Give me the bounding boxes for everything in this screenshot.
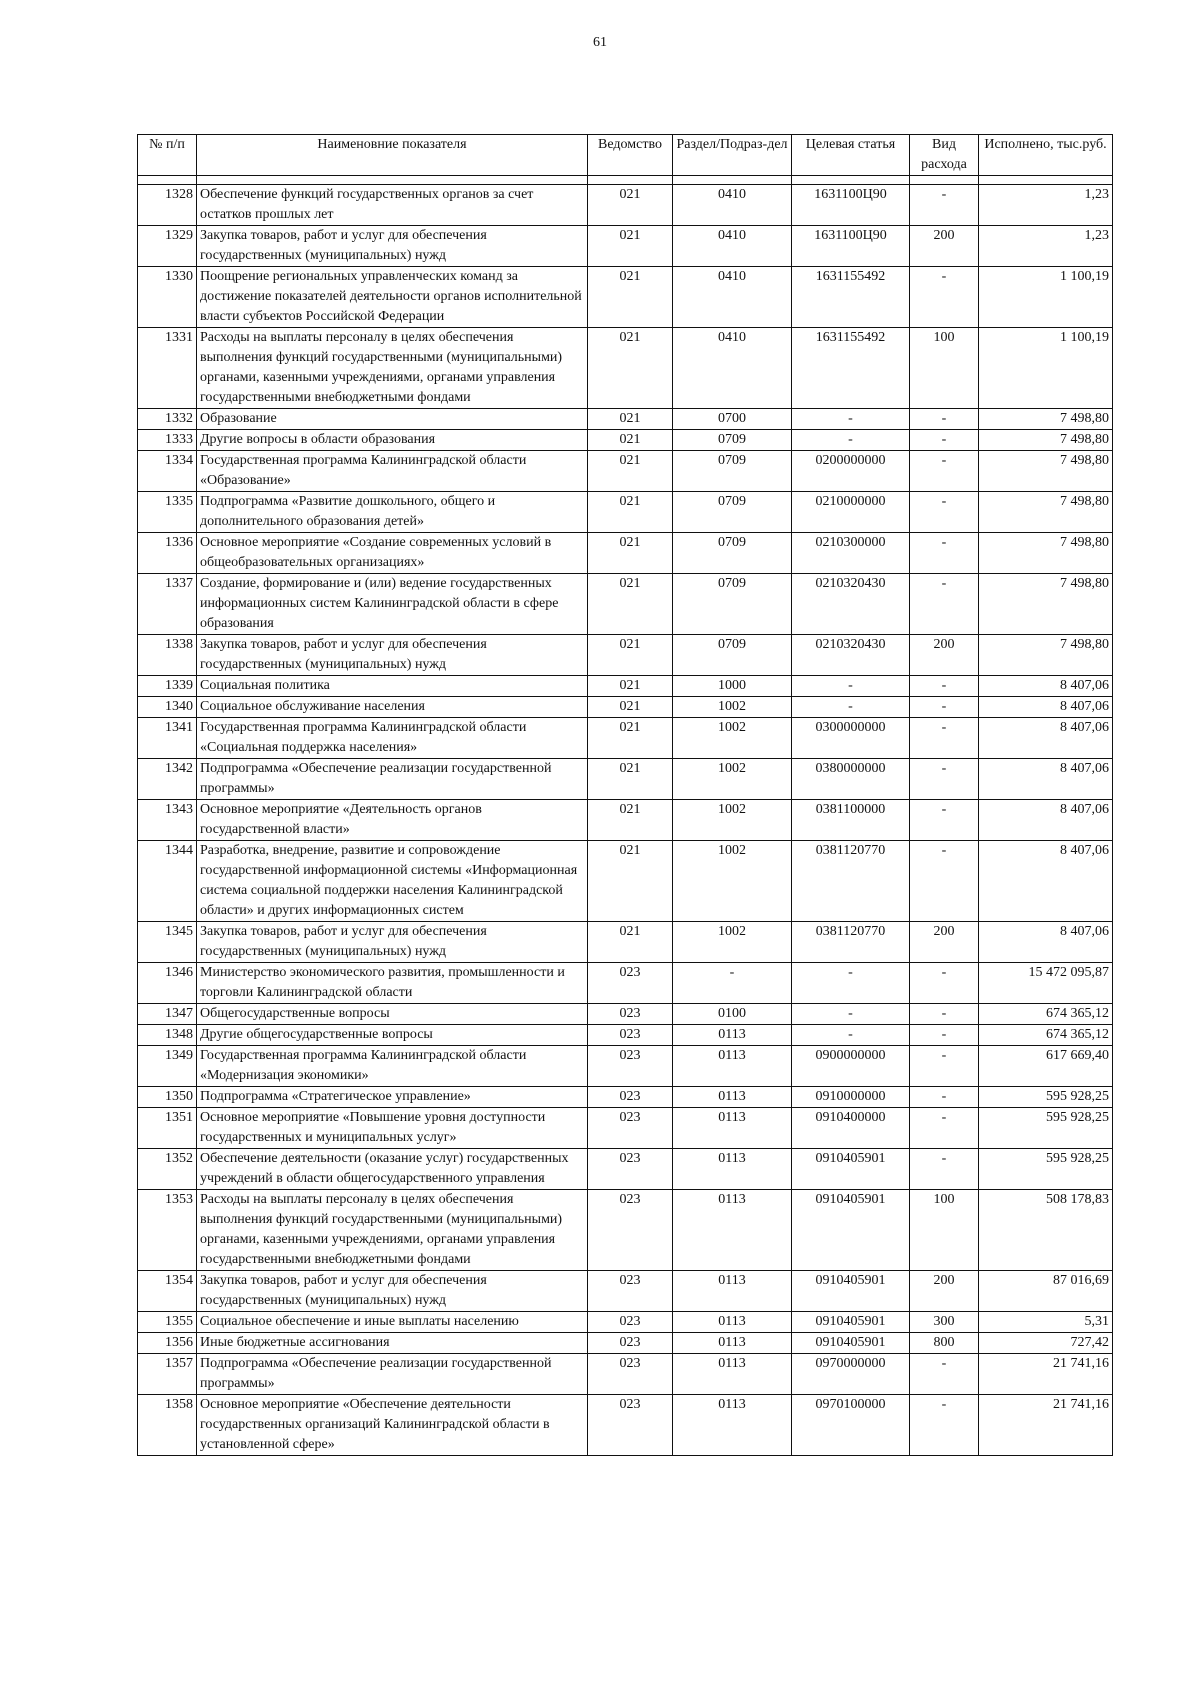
cell-target: 0210320430 <box>792 635 910 676</box>
cell-amount: 595 928,25 <box>979 1108 1113 1149</box>
cell-target: - <box>792 697 910 718</box>
cell-target: - <box>792 676 910 697</box>
cell-kind: - <box>910 800 979 841</box>
cell-number: 1336 <box>138 533 197 574</box>
cell-target: - <box>792 1025 910 1046</box>
cell-department: 023 <box>588 1312 673 1333</box>
cell-amount: 8 407,06 <box>979 759 1113 800</box>
table-row <box>138 1004 1113 1025</box>
cell-section: 0709 <box>673 574 792 635</box>
header-department: Ведомство <box>588 135 673 176</box>
cell-kind: 200 <box>910 1271 979 1312</box>
cell-number: 1352 <box>138 1149 197 1190</box>
table-row <box>138 963 1113 1004</box>
cell-department: 021 <box>588 430 673 451</box>
cell-target: - <box>792 963 910 1004</box>
cell-department: 023 <box>588 963 673 1004</box>
header-target: Целевая статья <box>792 135 910 176</box>
cell-kind: - <box>910 492 979 533</box>
cell-number: 1349 <box>138 1046 197 1087</box>
cell-section: 1002 <box>673 759 792 800</box>
cell-number: 1335 <box>138 492 197 533</box>
cell-number: 1343 <box>138 800 197 841</box>
cell-target: 0381120770 <box>792 841 910 922</box>
cell-amount: 8 407,06 <box>979 922 1113 963</box>
cell-department: 021 <box>588 922 673 963</box>
cell-department: 021 <box>588 409 673 430</box>
cell-name: Государственная программа Калининградской области «Модернизация экономики» <box>197 1046 588 1087</box>
cell-amount: 508 178,83 <box>979 1190 1113 1271</box>
cell-number: 1347 <box>138 1004 197 1025</box>
cell-section: 0113 <box>673 1108 792 1149</box>
table-row <box>138 1149 1113 1190</box>
cell-name: Общегосударственные вопросы <box>197 1004 588 1025</box>
cell-department: 021 <box>588 800 673 841</box>
cell-amount: 7 498,80 <box>979 492 1113 533</box>
cell-number: 1350 <box>138 1087 197 1108</box>
table-spacer-row <box>138 176 1113 185</box>
cell-target: 0970100000 <box>792 1395 910 1456</box>
cell-section: 0410 <box>673 185 792 226</box>
cell-amount: 87 016,69 <box>979 1271 1113 1312</box>
cell-number: 1330 <box>138 267 197 328</box>
cell-name: Основное мероприятие «Обеспечение деятельности государственных организаций Калининградской области в установленной сфере» <box>197 1395 588 1456</box>
cell-number: 1331 <box>138 328 197 409</box>
table-row <box>138 328 1113 409</box>
cell-department: 023 <box>588 1190 673 1271</box>
cell-amount: 1,23 <box>979 226 1113 267</box>
cell-section: 1002 <box>673 922 792 963</box>
cell-name: Другие вопросы в области образования <box>197 430 588 451</box>
cell-section: 0113 <box>673 1395 792 1456</box>
cell-target: 1631100Ц90 <box>792 185 910 226</box>
table-row <box>138 492 1113 533</box>
cell-number: 1332 <box>138 409 197 430</box>
cell-department: 021 <box>588 533 673 574</box>
table-row <box>138 1087 1113 1108</box>
cell-kind: - <box>910 1087 979 1108</box>
cell-amount: 617 669,40 <box>979 1046 1113 1087</box>
cell-target: 0910000000 <box>792 1087 910 1108</box>
cell-target: 0200000000 <box>792 451 910 492</box>
cell-section: 0100 <box>673 1004 792 1025</box>
cell-kind: - <box>910 963 979 1004</box>
cell-name: Закупка товаров, работ и услуг для обеспечения государственных (муниципальных) нужд <box>197 1271 588 1312</box>
cell-name: Другие общегосударственные вопросы <box>197 1025 588 1046</box>
cell-name: Социальное обеспечение и иные выплаты населению <box>197 1312 588 1333</box>
cell-amount: 8 407,06 <box>979 841 1113 922</box>
table-row <box>138 676 1113 697</box>
cell-target: 1631155492 <box>792 267 910 328</box>
cell-amount: 595 928,25 <box>979 1149 1113 1190</box>
cell-name: Закупка товаров, работ и услуг для обеспечения государственных (муниципальных) нужд <box>197 635 588 676</box>
cell-kind: 100 <box>910 1190 979 1271</box>
cell-name: Основное мероприятие «Повышение уровня доступности государственных и муниципальных услуг» <box>197 1108 588 1149</box>
cell-number: 1355 <box>138 1312 197 1333</box>
cell-amount: 7 498,80 <box>979 409 1113 430</box>
cell-section: 0410 <box>673 267 792 328</box>
cell-number: 1346 <box>138 963 197 1004</box>
cell-name: Расходы на выплаты персоналу в целях обеспечения выполнения функций государственными (муниципальными) органами, казенными учреждениями, органами управления государственными внебюджетными фондами <box>197 1190 588 1271</box>
cell-amount: 7 498,80 <box>979 430 1113 451</box>
table-row <box>138 226 1113 267</box>
header-amount: Исполнено, тыс.руб. <box>979 135 1113 176</box>
table-row <box>138 800 1113 841</box>
cell-section: 0113 <box>673 1190 792 1271</box>
cell-kind: 200 <box>910 922 979 963</box>
cell-name: Обеспечение деятельности (оказание услуг) государственных учреждений в области общегосударственного управления <box>197 1149 588 1190</box>
cell-kind: - <box>910 185 979 226</box>
cell-department: 023 <box>588 1271 673 1312</box>
cell-name: Государственная программа Калининградской области «Образование» <box>197 451 588 492</box>
cell-name: Подпрограмма «Стратегическое управление» <box>197 1087 588 1108</box>
cell-section: 0113 <box>673 1046 792 1087</box>
page-number: 61 <box>593 35 607 50</box>
cell-number: 1344 <box>138 841 197 922</box>
cell-section: 0410 <box>673 328 792 409</box>
cell-amount: 21 741,16 <box>979 1354 1113 1395</box>
cell-name: Социальное обслуживание населения <box>197 697 588 718</box>
cell-section: 1002 <box>673 800 792 841</box>
cell-amount: 1 100,19 <box>979 267 1113 328</box>
table-row <box>138 718 1113 759</box>
table-row <box>138 1271 1113 1312</box>
cell-name: Иные бюджетные ассигнования <box>197 1333 588 1354</box>
cell-kind: - <box>910 409 979 430</box>
cell-name: Основное мероприятие «Создание современных условий в общеобразовательных организациях» <box>197 533 588 574</box>
table-row <box>138 451 1113 492</box>
cell-department: 023 <box>588 1333 673 1354</box>
cell-amount: 674 365,12 <box>979 1025 1113 1046</box>
cell-number: 1340 <box>138 697 197 718</box>
cell-section: 0113 <box>673 1271 792 1312</box>
cell-name: Обеспечение функций государственных органов за счет остатков прошлых лет <box>197 185 588 226</box>
cell-target: 0910405901 <box>792 1149 910 1190</box>
cell-name: Разработка, внедрение, развитие и сопровождение государственной информационной системы «Информационная система социальной поддержки населения Калининградской области» и других информационных систем <box>197 841 588 922</box>
cell-target: - <box>792 1004 910 1025</box>
cell-kind: - <box>910 676 979 697</box>
table-row <box>138 1046 1113 1087</box>
cell-department: 021 <box>588 676 673 697</box>
cell-department: 021 <box>588 635 673 676</box>
cell-kind: - <box>910 841 979 922</box>
cell-target: 0900000000 <box>792 1046 910 1087</box>
cell-section: 1000 <box>673 676 792 697</box>
cell-number: 1356 <box>138 1333 197 1354</box>
cell-target: 0210320430 <box>792 574 910 635</box>
cell-kind: - <box>910 718 979 759</box>
cell-number: 1345 <box>138 922 197 963</box>
cell-amount: 7 498,80 <box>979 574 1113 635</box>
cell-amount: 21 741,16 <box>979 1395 1113 1456</box>
cell-section: 0709 <box>673 533 792 574</box>
cell-amount: 674 365,12 <box>979 1004 1113 1025</box>
cell-department: 023 <box>588 1087 673 1108</box>
cell-department: 021 <box>588 328 673 409</box>
cell-amount: 5,31 <box>979 1312 1113 1333</box>
table-row <box>138 533 1113 574</box>
table-header-row <box>138 135 1113 176</box>
cell-kind: - <box>910 451 979 492</box>
cell-target: 0910405901 <box>792 1333 910 1354</box>
cell-department: 023 <box>588 1149 673 1190</box>
table-row <box>138 697 1113 718</box>
cell-department: 021 <box>588 759 673 800</box>
cell-number: 1337 <box>138 574 197 635</box>
cell-department: 021 <box>588 267 673 328</box>
table-row <box>138 574 1113 635</box>
cell-target: 0970000000 <box>792 1354 910 1395</box>
cell-department: 023 <box>588 1395 673 1456</box>
cell-department: 023 <box>588 1025 673 1046</box>
cell-amount: 595 928,25 <box>979 1087 1113 1108</box>
cell-amount: 8 407,06 <box>979 676 1113 697</box>
cell-amount: 1 100,19 <box>979 328 1113 409</box>
cell-amount: 7 498,80 <box>979 451 1113 492</box>
cell-name: Подпрограмма «Обеспечение реализации государственной программы» <box>197 1354 588 1395</box>
cell-section: 0113 <box>673 1312 792 1333</box>
cell-target: 0381100000 <box>792 800 910 841</box>
cell-number: 1357 <box>138 1354 197 1395</box>
cell-section: 0113 <box>673 1333 792 1354</box>
cell-number: 1341 <box>138 718 197 759</box>
cell-kind: - <box>910 430 979 451</box>
cell-section: 1002 <box>673 697 792 718</box>
table-row <box>138 1312 1113 1333</box>
cell-target: 0300000000 <box>792 718 910 759</box>
cell-kind: - <box>910 1108 979 1149</box>
header-num: № п/п <box>138 135 197 176</box>
cell-target: 0910405901 <box>792 1271 910 1312</box>
cell-target: 0210300000 <box>792 533 910 574</box>
cell-amount: 727,42 <box>979 1333 1113 1354</box>
cell-section: 0410 <box>673 226 792 267</box>
cell-number: 1348 <box>138 1025 197 1046</box>
cell-kind: - <box>910 1004 979 1025</box>
table-body <box>138 176 1113 1456</box>
cell-section: 0709 <box>673 430 792 451</box>
cell-amount: 1,23 <box>979 185 1113 226</box>
cell-name: Министерство экономического развития, промышленности и торговли Калининградской области <box>197 963 588 1004</box>
cell-department: 021 <box>588 492 673 533</box>
cell-number: 1333 <box>138 430 197 451</box>
cell-amount: 15 472 095,87 <box>979 963 1113 1004</box>
table-row <box>138 1108 1113 1149</box>
cell-section: 1002 <box>673 718 792 759</box>
cell-name: Расходы на выплаты персоналу в целях обеспечения выполнения функций государственными (муниципальными) органами, казенными учреждениями, органами управления государственными внебюджетными фондами <box>197 328 588 409</box>
cell-kind: - <box>910 574 979 635</box>
cell-target: 0381120770 <box>792 922 910 963</box>
cell-target: 0380000000 <box>792 759 910 800</box>
cell-section: 0113 <box>673 1025 792 1046</box>
cell-department: 021 <box>588 574 673 635</box>
cell-department: 021 <box>588 841 673 922</box>
cell-department: 023 <box>588 1108 673 1149</box>
cell-kind: - <box>910 533 979 574</box>
cell-name: Социальная политика <box>197 676 588 697</box>
cell-department: 023 <box>588 1046 673 1087</box>
cell-target: 1631100Ц90 <box>792 226 910 267</box>
cell-amount: 7 498,80 <box>979 533 1113 574</box>
cell-section: 0709 <box>673 492 792 533</box>
cell-amount: 8 407,06 <box>979 800 1113 841</box>
cell-department: 021 <box>588 226 673 267</box>
cell-section: 1002 <box>673 841 792 922</box>
table-row <box>138 1190 1113 1271</box>
table-row <box>138 922 1113 963</box>
cell-department: 023 <box>588 1004 673 1025</box>
cell-section: 0113 <box>673 1149 792 1190</box>
cell-number: 1328 <box>138 185 197 226</box>
cell-amount: 8 407,06 <box>979 697 1113 718</box>
table-row <box>138 409 1113 430</box>
header-section: Раздел/Подраз-дел <box>673 135 792 176</box>
table-row <box>138 1333 1113 1354</box>
cell-name: Государственная программа Калининградской области «Социальная поддержка населения» <box>197 718 588 759</box>
cell-kind: - <box>910 697 979 718</box>
cell-kind: 200 <box>910 635 979 676</box>
cell-name: Подпрограмма «Обеспечение реализации государственной программы» <box>197 759 588 800</box>
cell-number: 1334 <box>138 451 197 492</box>
cell-section: 0709 <box>673 451 792 492</box>
cell-amount: 8 407,06 <box>979 718 1113 759</box>
cell-kind: - <box>910 759 979 800</box>
cell-department: 023 <box>588 1354 673 1395</box>
cell-target: 0210000000 <box>792 492 910 533</box>
cell-number: 1353 <box>138 1190 197 1271</box>
cell-kind: - <box>910 1046 979 1087</box>
table-row <box>138 841 1113 922</box>
cell-amount: 7 498,80 <box>979 635 1113 676</box>
table-row <box>138 1395 1113 1456</box>
cell-name: Поощрение региональных управленческих команд за достижение показателей деятельности органов исполнительной власти субъектов Российской Федерации <box>197 267 588 328</box>
cell-kind: - <box>910 1025 979 1046</box>
header-name: Наименовние показателя <box>197 135 588 176</box>
table-row <box>138 430 1113 451</box>
cell-target: 0910400000 <box>792 1108 910 1149</box>
cell-section: - <box>673 963 792 1004</box>
table-row <box>138 267 1113 328</box>
cell-section: 0700 <box>673 409 792 430</box>
header-kind: Вид расхода <box>910 135 979 176</box>
table-row <box>138 759 1113 800</box>
cell-name: Образование <box>197 409 588 430</box>
cell-section: 0113 <box>673 1087 792 1108</box>
cell-number: 1354 <box>138 1271 197 1312</box>
cell-section: 0113 <box>673 1354 792 1395</box>
budget-table <box>137 134 1113 1456</box>
cell-department: 021 <box>588 718 673 759</box>
cell-name: Закупка товаров, работ и услуг для обеспечения государственных (муниципальных) нужд <box>197 922 588 963</box>
table-row <box>138 1025 1113 1046</box>
cell-department: 021 <box>588 697 673 718</box>
cell-kind: 300 <box>910 1312 979 1333</box>
cell-target: 1631155492 <box>792 328 910 409</box>
table-row <box>138 185 1113 226</box>
cell-kind: - <box>910 1149 979 1190</box>
cell-name: Создание, формирование и (или) ведение государственных информационных систем Калининградской области в сфере образования <box>197 574 588 635</box>
cell-kind: - <box>910 1354 979 1395</box>
table-row <box>138 1354 1113 1395</box>
cell-name: Подпрограмма «Развитие дошкольного, общего и дополнительного образования детей» <box>197 492 588 533</box>
cell-kind: - <box>910 267 979 328</box>
cell-target: 0910405901 <box>792 1190 910 1271</box>
cell-number: 1351 <box>138 1108 197 1149</box>
table-row <box>138 635 1113 676</box>
cell-name: Закупка товаров, работ и услуг для обеспечения государственных (муниципальных) нужд <box>197 226 588 267</box>
cell-number: 1329 <box>138 226 197 267</box>
cell-number: 1338 <box>138 635 197 676</box>
cell-number: 1339 <box>138 676 197 697</box>
cell-kind: - <box>910 1395 979 1456</box>
cell-section: 0709 <box>673 635 792 676</box>
cell-kind: 200 <box>910 226 979 267</box>
cell-target: - <box>792 430 910 451</box>
cell-kind: 100 <box>910 328 979 409</box>
cell-number: 1358 <box>138 1395 197 1456</box>
cell-kind: 800 <box>910 1333 979 1354</box>
cell-name: Основное мероприятие «Деятельность органов государственной власти» <box>197 800 588 841</box>
cell-target: - <box>792 409 910 430</box>
cell-department: 021 <box>588 185 673 226</box>
cell-number: 1342 <box>138 759 197 800</box>
cell-target: 0910405901 <box>792 1312 910 1333</box>
cell-department: 021 <box>588 451 673 492</box>
